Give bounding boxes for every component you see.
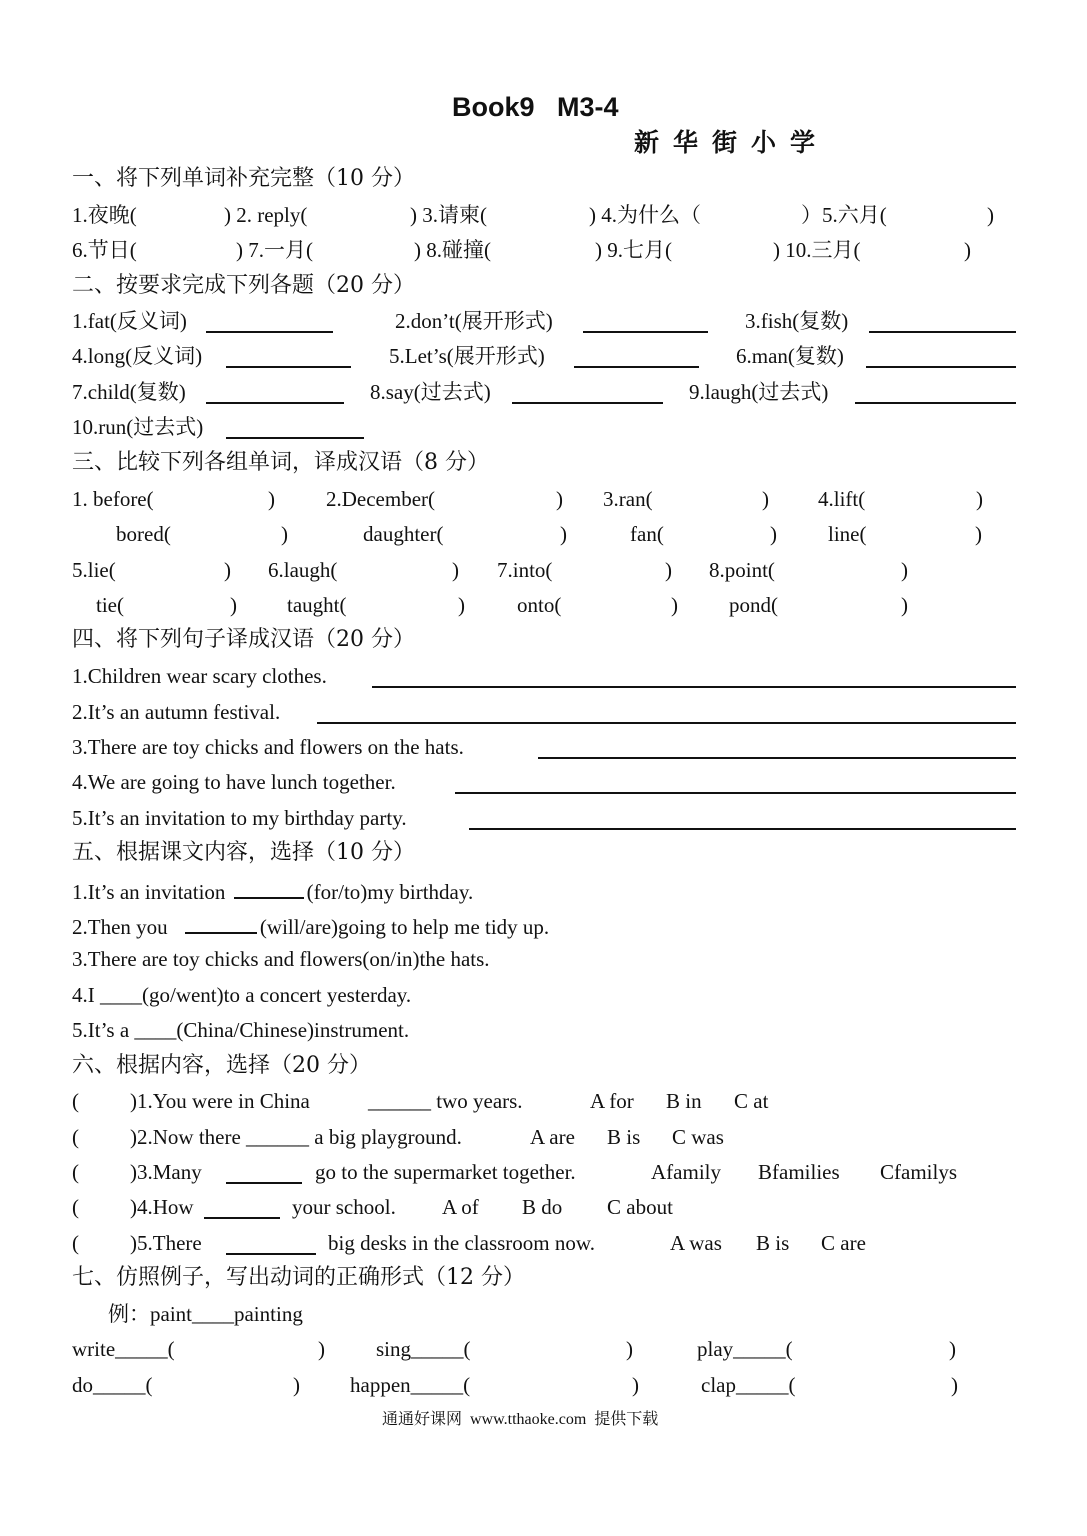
s3-r3-2c: ) [452, 558, 459, 582]
s6-q3-text: )3.Many [130, 1160, 202, 1184]
s7-r1-2c: ) [626, 1337, 633, 1361]
s3-r1-4c: ) [976, 487, 983, 511]
s2-item-10: 10.run(过去式) [72, 415, 204, 439]
s5-item-4: 4.I ____(go/went)to a concert yesterday. [72, 983, 412, 1007]
s7-r1-3: play_____( [697, 1337, 793, 1361]
s6-q1-text: )1.You were in China [130, 1089, 310, 1113]
s4-sentence-5: 5.It’s an invitation to my birthday party. [72, 806, 407, 830]
s6-q5-option-b: B is [756, 1231, 790, 1255]
s3-r4-3: onto( [517, 593, 562, 617]
s1-row1-e: ）5.六月( [801, 203, 887, 227]
s6-q5-option-c: C are [821, 1231, 866, 1255]
section-4-heading: 四、将下列句子译成汉语（20 分） [72, 627, 415, 652]
s6-q3-option-b: Bfamilies [758, 1160, 840, 1184]
s3-r4-1c: ) [230, 593, 237, 617]
s3-r2-4c: ) [975, 522, 982, 546]
s7-example: 例：paint____painting [108, 1302, 303, 1326]
s6-q4-option-b: B do [522, 1195, 563, 1219]
s2-item-6: 6.man(复数) [736, 344, 844, 368]
s5-item-1-end: (for/to)my birthday. [306, 880, 474, 904]
s5-item-1 [72, 879, 473, 903]
s3-r2-1: bored( [116, 522, 171, 546]
s3-r1-1: 1. before( [72, 487, 154, 511]
s3-r4-2c: ) [458, 593, 465, 617]
s6-q1-option-a: A for [590, 1089, 634, 1113]
s2-item-3: 3.fish(复数) [745, 309, 849, 333]
s3-r4-4c: ) [901, 593, 908, 617]
s2-item-8: 8.say(过去式) [370, 380, 491, 404]
s4-sentence-2: 2.It’s an autumn festival. [72, 700, 281, 724]
s5-item-3: 3.There are toy chicks and flowers(on/in)the hats. [72, 947, 490, 971]
s5-item-5: 5.It’s a ____(China/Chinese)instrument. [72, 1018, 410, 1042]
s4-sentence-1: 1.Children wear scary clothes. [72, 664, 327, 688]
s3-r2-2c: ) [560, 522, 567, 546]
s7-r1-1: write_____( [72, 1337, 175, 1361]
s5-item-1-start: 1.It’s an invitation [72, 880, 231, 904]
s4-answer-line-4[interactable] [455, 792, 1016, 794]
s6-q2-text: )2.Now there ______ a big playground. [130, 1125, 462, 1149]
s6-q3-text-b: go to the supermarket together. [315, 1160, 576, 1184]
s1-row1-a: 1.夜晚( [72, 203, 137, 227]
s3-r4-2: taught( [287, 593, 347, 617]
section-2-heading: 二、按要求完成下列各题（20 分） [72, 273, 415, 298]
s2-answer-line-2[interactable] [583, 331, 708, 333]
s6-q4-blank[interactable] [204, 1217, 280, 1219]
s2-answer-line-3[interactable] [869, 331, 1016, 333]
s4-sentence-4: 4.We are going to have lunch together. [72, 770, 396, 794]
s2-answer-line-10[interactable] [226, 437, 364, 439]
s3-r3-1c: ) [224, 558, 231, 582]
s5-item-2-end: (will/are)going to help me tidy up. [259, 915, 550, 939]
s1-row1-f: ) [987, 203, 994, 227]
section-5-heading: 五、根据课文内容，选择（10 分） [72, 840, 415, 865]
s2-item-9: 9.laugh(过去式) [689, 380, 829, 404]
s4-answer-line-5[interactable] [469, 828, 1016, 830]
s6-q1-option-b: B in [666, 1089, 702, 1113]
s4-answer-line-1[interactable] [372, 686, 1016, 688]
s2-answer-line-6[interactable] [866, 366, 1016, 368]
s2-answer-line-1[interactable] [206, 331, 333, 333]
s1-row2-f: ) [964, 238, 971, 262]
s6-q4-option-c: C about [607, 1195, 673, 1219]
s5-item-2-start: 2.Then you [72, 915, 173, 939]
section-6-heading: 六、根据内容，选择（20 分） [72, 1053, 371, 1078]
s7-r2-3: clap_____( [701, 1373, 796, 1397]
s6-q3-option-a: Afamily [651, 1160, 721, 1184]
s3-r1-3: 3.ran( [603, 487, 653, 511]
s3-r2-3c: ) [770, 522, 777, 546]
s3-r1-2: 2.December( [326, 487, 436, 511]
s6-q1-text-b: ______ two years. [368, 1089, 523, 1113]
s5-item-2 [72, 914, 549, 938]
s6-q5-paren[interactable]: ( [72, 1231, 79, 1255]
s5-blank-2[interactable] [185, 914, 257, 934]
s6-q5-text-b: big desks in the classroom now. [328, 1231, 595, 1255]
s6-q3-option-c: Cfamilys [880, 1160, 957, 1184]
school-name: 新华街小学 [634, 128, 830, 157]
s3-r3-4: 8.point( [709, 558, 775, 582]
s7-r2-1c: ) [293, 1373, 300, 1397]
s6-q2-paren[interactable]: ( [72, 1125, 79, 1149]
s6-q1-option-c: C at [734, 1089, 769, 1113]
s3-r4-1: tie( [96, 593, 124, 617]
s2-answer-line-5[interactable] [574, 366, 699, 368]
s4-answer-line-3[interactable] [538, 757, 1016, 759]
s5-blank-1[interactable] [234, 879, 304, 899]
s2-item-1: 1.fat(反义词) [72, 309, 187, 333]
s3-r3-3: 7.into( [497, 558, 553, 582]
s3-r2-4: line( [828, 522, 867, 546]
s1-row1-b: ) 2. reply( [224, 203, 308, 227]
s3-r1-3c: ) [762, 487, 769, 511]
s2-answer-line-8[interactable] [512, 402, 663, 404]
s3-r2-1c: ) [281, 522, 288, 546]
s6-q5-text: )5.There [130, 1231, 202, 1255]
s2-item-7: 7.child(复数) [72, 380, 186, 404]
s1-row2-d: ) 9.七月( [595, 238, 672, 262]
s2-answer-line-9[interactable] [855, 402, 1016, 404]
s4-answer-line-2[interactable] [317, 722, 1016, 724]
s3-r4-4: pond( [729, 593, 778, 617]
section-7-heading: 七、仿照例子，写出动词的正确形式（12 分） [72, 1265, 525, 1290]
worksheet-title: Book9 M3-4 [452, 92, 619, 122]
s6-q3-paren[interactable]: ( [72, 1160, 79, 1184]
s6-q3-blank[interactable] [226, 1182, 302, 1184]
s3-r1-2c: ) [556, 487, 563, 511]
s6-q4-option-a: A of [442, 1195, 479, 1219]
s1-row2-c: ) 8.碰撞( [414, 238, 491, 262]
s1-row2-a: 6.节日( [72, 238, 137, 262]
s3-r3-4c: ) [901, 558, 908, 582]
s7-r2-1: do_____( [72, 1373, 153, 1397]
s1-row2-e: ) 10.三月( [773, 238, 861, 262]
s2-answer-line-4[interactable] [226, 366, 351, 368]
s7-r1-3c: ) [949, 1337, 956, 1361]
s6-q5-option-a: A was [670, 1231, 722, 1255]
s1-row1-c: ) 3.请柬( [410, 203, 487, 227]
s3-r3-2: 6.laugh( [268, 558, 338, 582]
s2-answer-line-7[interactable] [206, 402, 344, 404]
footer-credit: 通通好课网 www.tthaoke.com 提供下载 [382, 1411, 659, 1428]
s3-r3-3c: ) [665, 558, 672, 582]
s2-item-5: 5.Let’s(展开形式) [389, 344, 545, 368]
s3-r2-2: daughter( [363, 522, 444, 546]
s6-q1-paren[interactable]: ( [72, 1089, 79, 1113]
s6-q2-option-b: B is [607, 1125, 641, 1149]
section-3-heading: 三、比较下列各组单词，译成汉语（8 分） [72, 450, 489, 475]
s7-r2-3c: ) [951, 1373, 958, 1397]
s6-q4-text: )4.How [130, 1195, 194, 1219]
s1-row1-d: ) 4.为什么（ [589, 203, 701, 227]
s3-r1-4: 4.lift( [818, 487, 866, 511]
s3-r4-3c: ) [671, 593, 678, 617]
s2-item-2: 2.don’t(展开形式) [395, 309, 553, 333]
s3-r2-3: fan( [630, 522, 664, 546]
s6-q5-blank[interactable] [226, 1253, 316, 1255]
s7-r2-2: happen_____( [350, 1373, 471, 1397]
s7-r2-2c: ) [632, 1373, 639, 1397]
s6-q4-text-b: your school. [292, 1195, 396, 1219]
s3-r3-1: 5.lie( [72, 558, 116, 582]
s2-item-4: 4.long(反义词) [72, 344, 203, 368]
s3-r1-1c: ) [268, 487, 275, 511]
s4-sentence-3: 3.There are toy chicks and flowers on the hats. [72, 735, 464, 759]
section-1-heading: 一、将下列单词补充完整（10 分） [72, 166, 415, 191]
s1-row2-b: ) 7.一月( [236, 238, 313, 262]
s7-r1-1c: ) [318, 1337, 325, 1361]
s7-r1-2: sing_____( [376, 1337, 471, 1361]
s6-q4-paren[interactable]: ( [72, 1195, 79, 1219]
s6-q2-option-c: C was [672, 1125, 724, 1149]
s6-q2-option-a: A are [530, 1125, 575, 1149]
